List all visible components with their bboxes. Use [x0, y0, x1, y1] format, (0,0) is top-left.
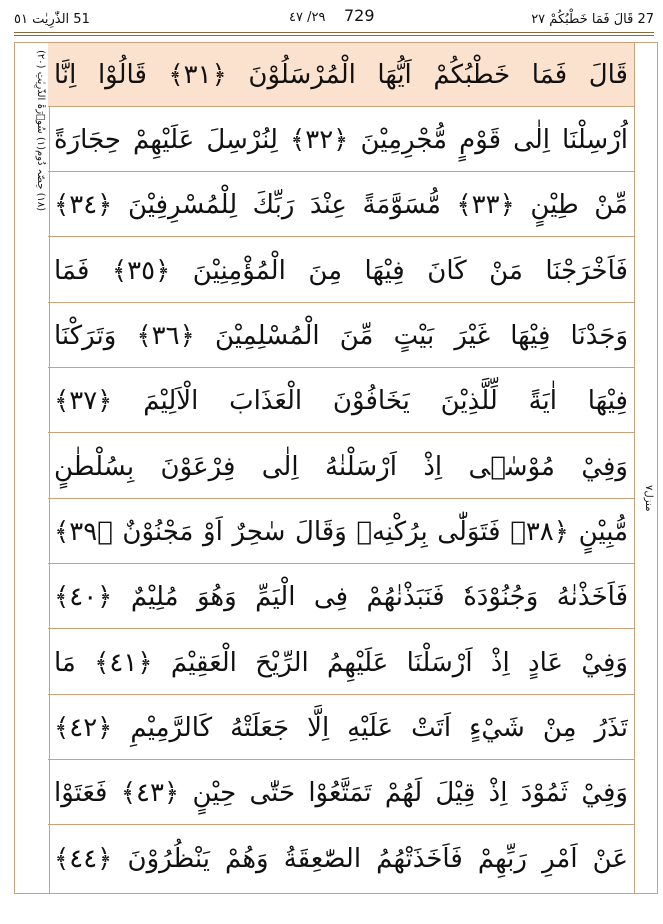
text-line — [48, 631, 634, 695]
header-surah-name: 51 الذّٰرِیٰت ٥١ — [14, 12, 90, 27]
page-header — [14, 2, 654, 36]
right-margin — [634, 42, 658, 894]
ayah-line-text: وَجَدْنَا فِيْهَا غَيْرَ بَيْتٍ مِّنَ الْمُسْلِمِيْنَ ﴿٣٦﴾ وَتَرَكْنَا — [54, 321, 628, 351]
quran-text-area — [48, 42, 634, 894]
text-line — [48, 696, 634, 760]
ayah-line-text: وَفِيْ مُوْسٰۤى اِذْ اَرْسَلْنٰهُ اِلٰى فِرْعَوْنَ بِسُلْطٰنٍ — [54, 452, 628, 482]
header-surah-ref: 27 قَالَ فَمَا خَطْبُكُمْ ٢٧ — [531, 12, 654, 27]
ayah-line-text: وَفِيْ ثَمُوْدَ اِذْ قِيْلَ لَهُمْ تَمَتَّعُوْا حَتّٰى حِيْنٍ ﴿٤٣﴾ فَعَتَوْا — [54, 778, 628, 808]
ayah-line-text: قَالَ فَمَا خَطْبُكُمْ اَيُّهَا الْمُرْسَلُوْنَ ﴿٣١﴾ قَالُوْا اِنَّا — [54, 60, 628, 90]
header-divider — [14, 32, 654, 33]
ayah-line-text: تَذَرُ مِنْ شَيْءٍ اَتَتْ عَلَيْهِ اِلَّا جَعَلَتْهُ كَالرَّمِيْمِ ﴿٤٢﴾ — [54, 713, 628, 743]
text-line — [48, 108, 634, 172]
manzil-marker: منزل٧ — [643, 484, 654, 512]
text-line — [48, 369, 634, 433]
ayah-line-text: وَفِيْ عَادٍ اِذْ اَرْسَلْنَا عَلَيْهِمُ الرِّيْحَ الْعَقِيْمَ ﴿٤١﴾ مَا — [54, 648, 628, 678]
text-line — [48, 239, 634, 303]
left-margin — [14, 42, 50, 894]
ayah-line-text: اُرْسِلْنَا اِلٰى قَوْمٍ مُّجْرِمِيْنَ ﴿٣٢﴾ لِنُرْسِلَ عَلَيْهِمْ حِجَارَةً — [54, 125, 628, 155]
text-line — [48, 565, 634, 629]
text-line — [48, 173, 634, 237]
ayah-line-text: عَنْ اَمْرِ رَبِّهِمْ فَاَخَذَتْهُمُ الصّٰعِقَةُ وَهُمْ يَنْظُرُوْنَ ﴿٤٤﴾ — [54, 844, 628, 874]
text-line — [48, 43, 634, 107]
text-line — [48, 435, 634, 499]
ayah-line-text: فِيْهَا اٰيَةً لِّلَّذِيْنَ يَخَافُوْنَ الْعَذَابَ الْاَلِيْمَ ﴿٣٧﴾ — [54, 386, 628, 416]
text-line — [48, 500, 634, 564]
ayah-line-text: مُّبِيْنٍ ﴿٣٨﴾ فَتَوَلّٰى بِرُكْنِهٖ وَقَالَ سٰحِرٌ اَوْ مَجْنُوْنٌ ﴿٣٩﴾ — [54, 517, 628, 547]
para-ruku-ref: ٢٩/ ٤٧ — [289, 10, 326, 25]
text-line — [48, 304, 634, 368]
ayah-line-text: فَاَخْرَجْنَا مَنْ كَانَ فِيْهَا مِنَ الْمُؤْمِنِيْنَ ﴿٣٥﴾ فَمَا — [54, 256, 628, 286]
text-line — [48, 827, 634, 891]
text-line — [48, 761, 634, 825]
ayah-line-text: فَاَخَذْنٰهُ وَجُنُوْدَهٗ فَنَبَذْنٰهُمْ فِى الْيَمِّ وَهُوَ مُلِيْمٌ ﴿٤٠﴾ — [54, 582, 628, 612]
ayah-line-text: مِّنْ طِيْنٍ ﴿٣٣﴾ مُّسَوَّمَةً عِنْدَ رَبِّكَ لِلْمُسْرِفِيْنَ ﴿٣٤﴾ — [54, 190, 628, 220]
page-number: 729 — [344, 6, 375, 25]
header-divider-double — [14, 35, 654, 36]
left-margin-note: (١٨) حِصّہ دُوم(١) سُوۡرَۃُ الذّٰرِیٰتِ (٢٠) — [35, 50, 46, 212]
